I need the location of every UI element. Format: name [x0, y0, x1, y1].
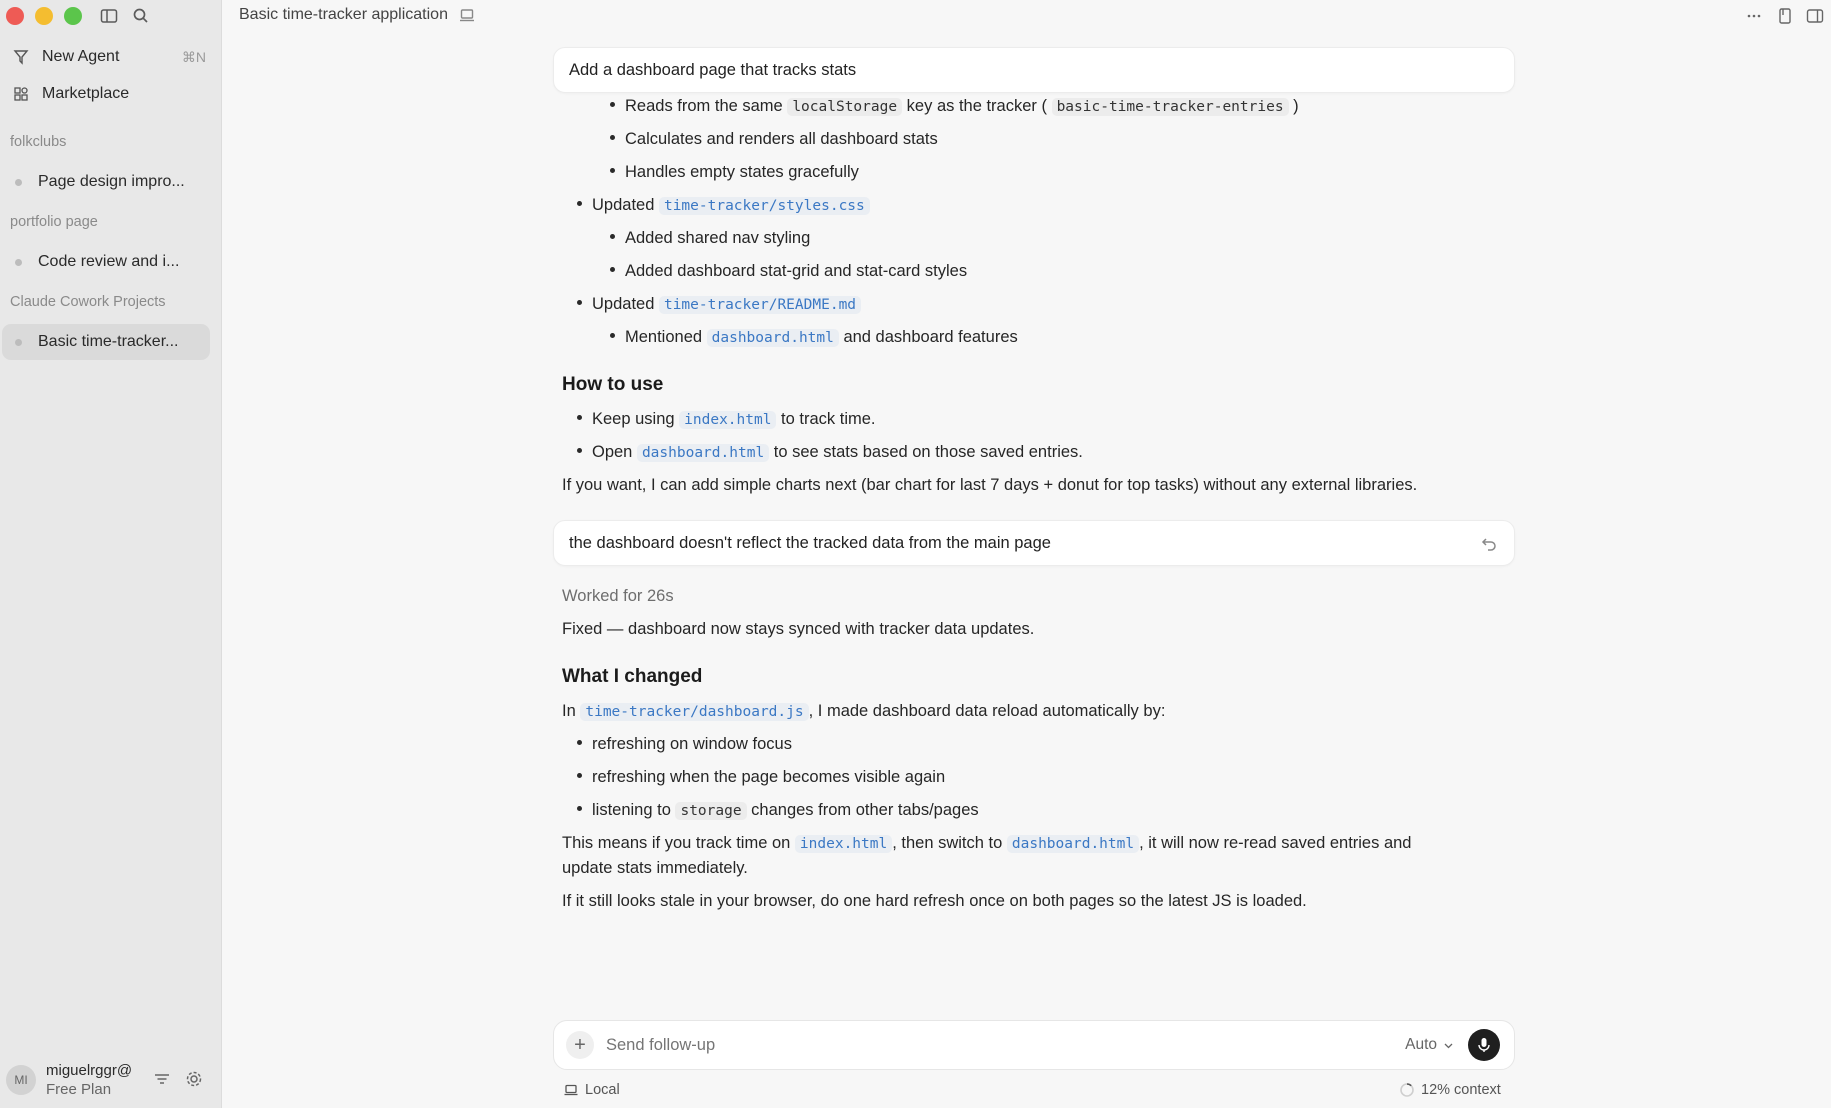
main-panel	[223, 0, 1831, 1108]
user-message	[553, 520, 1515, 566]
chat-item-label: Page design impro...	[38, 173, 185, 190]
file-link-dashboard-html[interactable]: dashboard.html	[1007, 835, 1139, 853]
assistant-text: update stats immediately.	[562, 859, 748, 877]
list-item: Calculates and renders all dashboard stats	[610, 130, 938, 149]
window-controls	[6, 7, 82, 25]
context-usage	[1399, 1082, 1501, 1098]
assistant-text: This means if you track time on index.html , then switch to dashboard.html , it will now re-read saved entries and	[562, 834, 1412, 852]
list-item: Added dashboard stat-grid and stat-card styles	[610, 262, 967, 281]
voice-input-button[interactable]	[1468, 1029, 1500, 1061]
conversation-title-bar	[239, 6, 476, 24]
chat-item-page-design[interactable]	[2, 164, 210, 200]
list-item: Reads from the same localStorage key as the tracker ( basic-time-tracker-entries )	[610, 97, 1299, 116]
list-item: listening to storage changes from other tabs/pages	[577, 801, 979, 820]
marketplace-label: Marketplace	[42, 85, 130, 102]
inline-code: storage	[675, 802, 746, 820]
list-item: Mentioned dashboard.html and dashboard features	[610, 328, 1018, 347]
new-agent-shortcut: ⌘N	[181, 48, 206, 65]
chat-item-label: Basic time-tracker...	[38, 333, 179, 350]
add-attachment-button[interactable]	[566, 1031, 594, 1059]
file-link-index-html[interactable]: index.html	[795, 835, 892, 853]
environment-selector[interactable]	[563, 1082, 620, 1098]
mode-selector[interactable]	[1405, 1036, 1454, 1054]
inline-code: localStorage	[787, 98, 902, 116]
filter-icon[interactable]	[152, 1069, 172, 1089]
user-plan: Free Plan	[46, 1081, 112, 1098]
file-link-dashboard-html[interactable]: dashboard.html	[707, 329, 839, 347]
user-message	[553, 47, 1515, 93]
minimize-window-button[interactable]	[35, 7, 53, 25]
heading-what-i-changed: What I changed	[562, 666, 703, 687]
new-agent-label: New Agent	[42, 48, 120, 65]
conversation-title: Basic time-tracker application	[239, 6, 448, 23]
user-message-text: the dashboard doesn't reflect the tracked data from the main page	[569, 533, 1051, 552]
sidebar-toggle-icon[interactable]	[99, 6, 119, 26]
maximize-window-button[interactable]	[64, 7, 82, 25]
chat-bullet	[15, 179, 22, 186]
microphone-icon	[1477, 1037, 1491, 1053]
more-options-icon[interactable]	[1744, 6, 1764, 26]
gear-icon[interactable]	[184, 1069, 204, 1089]
avatar: MI	[6, 1065, 36, 1095]
chat-bullet	[15, 339, 22, 346]
section-portfolio-page: portfolio page	[10, 214, 98, 230]
undo-icon[interactable]	[1480, 534, 1498, 552]
list-item: Updated time-tracker/styles.css	[577, 196, 870, 215]
file-link-dashboard-html[interactable]: dashboard.html	[637, 444, 769, 462]
new-window-icon[interactable]	[1775, 6, 1795, 26]
user-name: miguelrggr@	[46, 1062, 133, 1079]
assistant-note: If you want, I can add simple charts next (bar chart for last 7 days + donut for top tasks) without any external libraries.	[562, 476, 1418, 494]
list-item: Open dashboard.html to see stats based on those saved entries.	[577, 443, 1083, 462]
search-icon[interactable]	[131, 6, 151, 26]
list-item: Added shared nav styling	[610, 229, 810, 248]
heading-how-to-use: How to use	[562, 374, 664, 395]
plus-icon: +	[574, 1033, 586, 1056]
laptop-icon	[458, 6, 476, 24]
context-progress-icon	[1399, 1082, 1415, 1098]
file-link-index-html[interactable]: index.html	[679, 411, 776, 429]
section-folkclubs: folkclubs	[10, 134, 67, 150]
worked-for-status: Worked for 26s	[562, 587, 674, 605]
chat-item-code-review[interactable]	[2, 244, 210, 280]
close-window-button[interactable]	[6, 7, 24, 25]
list-item: Updated time-tracker/README.md	[577, 295, 861, 314]
marketplace-button[interactable]	[8, 77, 214, 111]
list-item: Keep using index.html to track time.	[577, 410, 876, 429]
chat-item-label: Code review and i...	[38, 253, 180, 270]
marketplace-icon	[10, 83, 32, 105]
assistant-text: Fixed — dashboard now stays synced with tracker data updates.	[562, 620, 1035, 638]
panel-toggle-icon[interactable]	[1805, 6, 1825, 26]
list-item: refreshing when the page becomes visible again	[577, 768, 945, 787]
composer	[553, 1020, 1515, 1070]
list-item: refreshing on window focus	[577, 735, 792, 754]
file-link-styles-css[interactable]: time-tracker/styles.css	[659, 197, 870, 215]
chat-item-basic-time-tracker[interactable]	[2, 324, 210, 360]
inline-code: basic-time-tracker-entries	[1052, 98, 1289, 116]
user-message-text: Add a dashboard page that tracks stats	[569, 60, 857, 79]
sidebar	[0, 0, 222, 1108]
chat-bullet	[15, 259, 22, 266]
follow-up-input[interactable]	[606, 1036, 1386, 1055]
assistant-text: If it still looks stale in your browser, do one hard refresh once on both pages so the latest JS is loaded.	[562, 892, 1307, 910]
new-agent-button[interactable]	[8, 40, 214, 74]
mode-label: Auto	[1405, 1036, 1437, 1053]
chevron-down-icon	[1443, 1040, 1454, 1051]
list-item: Handles empty states gracefully	[610, 163, 859, 182]
file-link-dashboard-js[interactable]: time-tracker/dashboard.js	[580, 703, 808, 721]
laptop-icon	[563, 1082, 579, 1098]
context-label: 12% context	[1421, 1082, 1501, 1098]
environment-label: Local	[585, 1082, 620, 1098]
assistant-text: In time-tracker/dashboard.js , I made dashboard data reload automatically by:	[562, 702, 1166, 720]
section-claude-cowork-projects: Claude Cowork Projects	[10, 294, 166, 310]
file-link-readme[interactable]: time-tracker/README.md	[659, 296, 861, 314]
new-agent-icon	[10, 46, 32, 68]
